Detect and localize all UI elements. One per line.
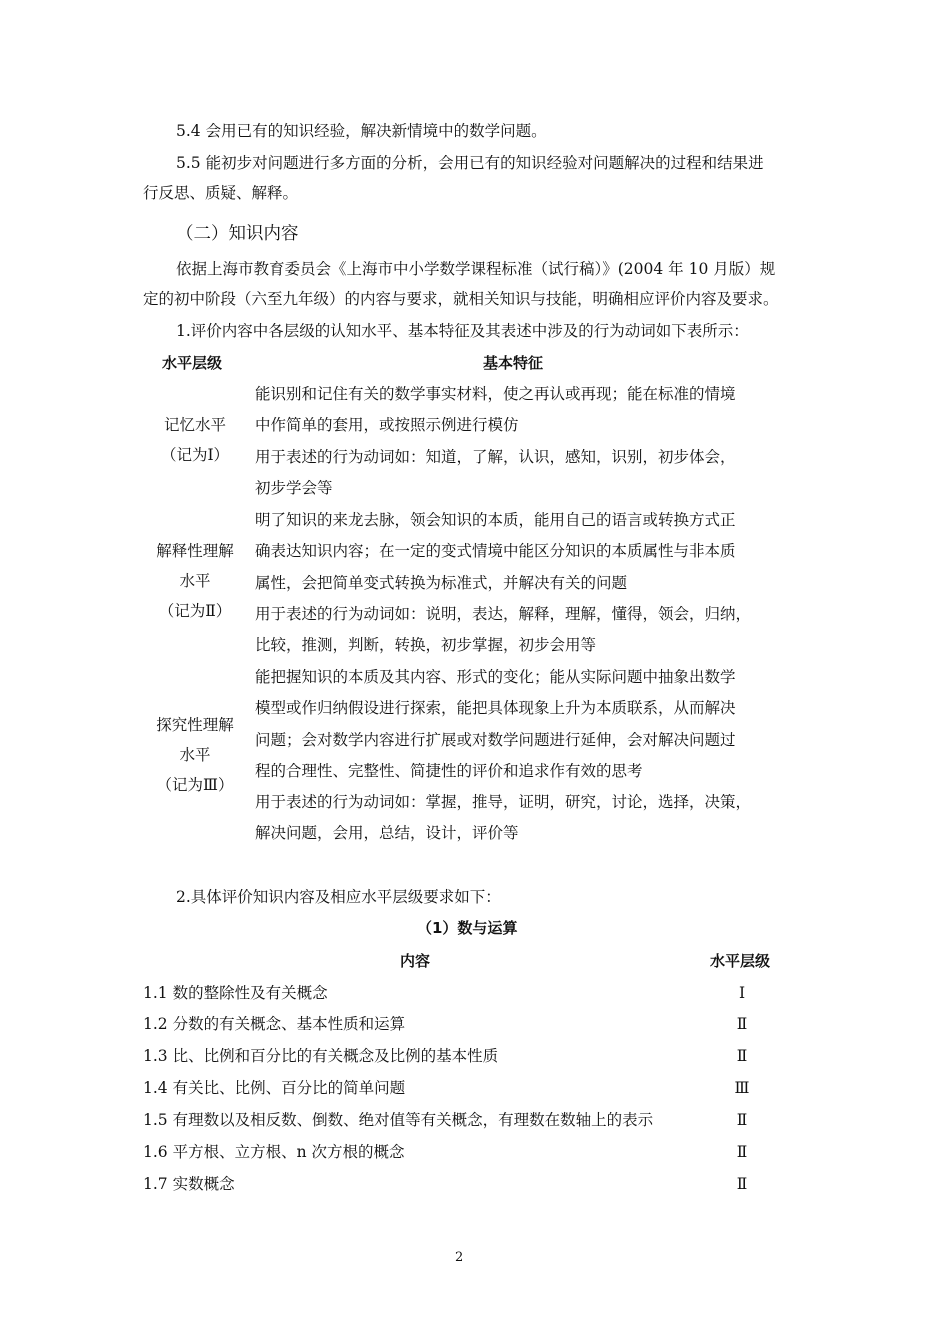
- table-row-content: 1.5 有理数以及相反数、倒数、绝对值等有关概念，有理数在数轴上的表示: [143, 1111, 654, 1129]
- level-label: 水平: [179, 572, 211, 590]
- table-row-content: 1.1 数的整除性及有关概念: [143, 984, 328, 1002]
- page-number: 2: [455, 1250, 464, 1265]
- item2-text: 2.具体评价知识内容及相应水平层级要求如下：: [176, 888, 501, 906]
- levels-header-feature: 基本特征: [483, 354, 544, 372]
- level-label: 水平: [179, 746, 211, 764]
- feature-line: 明了知识的来龙去脉，领会知识的本质，能用自己的语言或转换方式正: [255, 511, 736, 529]
- feature-line: 能识别和记住有关的数学事实材料，使之再认或再现；能在标准的情境: [255, 385, 736, 403]
- level-label: （记为Ⅰ）: [160, 446, 230, 464]
- feature-line: 属性，会把简单变式转换为标准式，并解决有关的问题: [255, 574, 628, 592]
- section-intro-line2: 定的初中阶段（六至九年级）的内容与要求，就相关知识与技能，明确相应评价内容及要求。: [143, 290, 779, 308]
- feature-line: 程的合理性、完整性、简捷性的评价和追求作有效的思考: [255, 762, 643, 780]
- feature-line: 用于表述的行为动词如：知道，了解，认识，感知，识别，初步体会，: [255, 448, 736, 466]
- level-cell-exploratory: [145, 710, 245, 800]
- content-table-caption: （1）数与运算: [417, 919, 518, 937]
- feature-line: 确表达知识内容；在一定的变式情境中能区分知识的本质属性与非本质: [255, 542, 736, 560]
- goal-5-5-line2: 行反思、质疑、解释。: [143, 184, 299, 202]
- level-label: 解释性理解: [156, 542, 234, 560]
- feature-line: 用于表述的行为动词如：掌握，推导，证明，研究，讨论，选择，决策，: [255, 793, 752, 811]
- feature-line: 用于表述的行为动词如：说明，表达，解释，理解，懂得，领会，归纳，: [255, 605, 752, 623]
- section-title: （二）知识内容: [176, 224, 299, 244]
- level-label: （记为Ⅲ）: [156, 776, 234, 794]
- feature-line: 模型或作归纳假设进行探索，能把具体现象上升为本质联系，从而解决: [255, 699, 736, 717]
- table-row-level: Ⅲ: [734, 1079, 750, 1097]
- levels-header-level: 水平层级: [162, 354, 223, 372]
- table-row-level: Ⅱ: [736, 1175, 748, 1193]
- item1-text: 1.评价内容中各层级的认知水平、基本特征及其表述中涉及的行为动词如下表所示：: [176, 322, 749, 340]
- goal-5-4: 5.4 会用已有的知识经验，解决新情境中的数学问题。: [176, 122, 547, 140]
- table-row-level: Ⅱ: [736, 1111, 748, 1129]
- feature-line: 问题；会对数学内容进行扩展或对数学问题进行延伸，会对解决问题过: [255, 731, 736, 749]
- level-label: 记忆水平: [163, 416, 226, 434]
- level-cell-memory: [145, 410, 245, 470]
- feature-line: 解决问题，会用，总结，设计，评价等: [255, 824, 519, 842]
- table-row-level: Ⅱ: [736, 1047, 748, 1065]
- feature-line: 比较，推测，判断，转换，初步掌握，初步会用等: [255, 636, 597, 654]
- table-row-level: Ⅱ: [736, 1143, 748, 1161]
- table-row-content: 1.2 分数的有关概念、基本性质和运算: [143, 1015, 406, 1033]
- goal-5-5-line1: 5.5 能初步对问题进行多方面的分析，会用已有的知识经验对问题解决的过程和结果进: [176, 154, 764, 172]
- content-header-level: 水平层级: [710, 952, 771, 970]
- section-intro-line1: 依据上海市教育委员会《上海市中小学数学课程标准（试行稿）》(2004 年 10 月版）规: [176, 260, 776, 278]
- feature-line: 中作简单的套用，或按照示例进行模仿: [255, 416, 519, 434]
- level-label: 探究性理解: [156, 716, 234, 734]
- table-row-content: 1.3 比、比例和百分比的有关概念及比例的基本性质: [143, 1047, 499, 1065]
- feature-line: 初步学会等: [255, 479, 333, 497]
- table-row-content: 1.7 实数概念: [143, 1175, 235, 1193]
- content-header-content: 内容: [400, 952, 431, 970]
- table-row-level: Ⅱ: [736, 1015, 748, 1033]
- feature-line: 能把握知识的本质及其内容、形式的变化；能从实际问题中抽象出数学: [255, 668, 736, 686]
- table-row-level: Ⅰ: [738, 984, 746, 1002]
- level-cell-explanatory: [145, 536, 245, 626]
- level-label: （记为Ⅱ）: [158, 602, 232, 620]
- table-row-content: 1.4 有关比、比例、百分比的简单问题: [143, 1079, 406, 1097]
- table-row-content: 1.6 平方根、立方根、n 次方根的概念: [143, 1143, 405, 1161]
